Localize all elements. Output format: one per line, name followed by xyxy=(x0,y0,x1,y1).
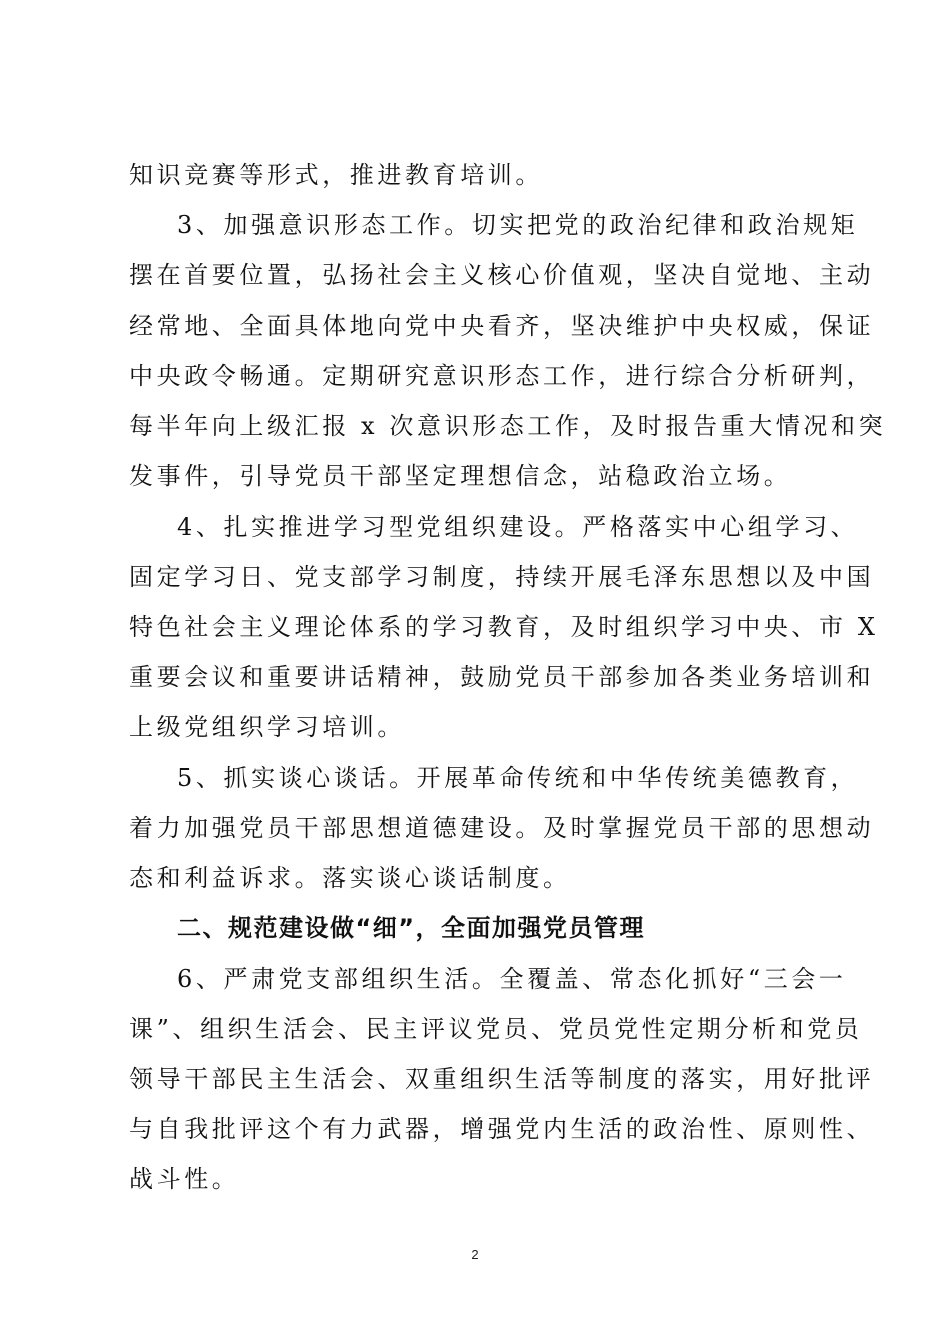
text-line: 战斗性。 xyxy=(129,1165,240,1193)
text-line: 态和利益诉求。落实谈心谈话制度。 xyxy=(129,864,571,892)
text-line: 摆在首要位置，弘扬社会主义核心价值观，坚决自觉地、主动 xyxy=(129,261,875,289)
text-line: 与自我批评这个有力武器，增强党内生活的政治性、原则性、 xyxy=(129,1115,875,1143)
text-line: 中央政令畅通。定期研究意识形态工作，进行综合分析研判， xyxy=(129,362,875,390)
paragraph-3-first-line: 3、加强意识形态工作。切实把党的政治纪律和政治规矩 xyxy=(177,211,859,239)
text-line: 领导干部民主生活会、双重组织生活等制度的落实，用好批评 xyxy=(129,1065,875,1093)
text-line: 特色社会主义理论体系的学习教育，及时组织学习中央、市 X xyxy=(129,613,879,641)
text-line: 经常地、全面具体地向党中央看齐，坚决维护中央权威，保证 xyxy=(129,312,875,340)
page-number: 2 xyxy=(471,1247,479,1262)
text-line: 每半年向上级汇报 x 次意识形态工作，及时报告重大情况和突 xyxy=(129,412,887,440)
text-line: 上级党组织学习培训。 xyxy=(129,713,405,741)
text-line: 重要会议和重要讲话精神，鼓励党员干部参加各类业务培训和 xyxy=(129,663,875,691)
text-line: 课”、组织生活会、民主评议党员、党员党性定期分析和党员 xyxy=(129,1015,863,1043)
section-heading: 二、规范建设做“细”，全面加强党员管理 xyxy=(177,914,646,942)
text-line: 固定学习日、党支部学习制度，持续开展毛泽东思想以及中国 xyxy=(129,563,875,591)
paragraph-4-first-line: 4、扎实推进学习型党组织建设。严格落实中心组学习、 xyxy=(177,513,859,541)
text-line: 发事件，引导党员干部坚定理想信念，站稳政治立场。 xyxy=(129,462,792,490)
text-line: 着力加强党员干部思想道德建设。及时掌握党员干部的思想动 xyxy=(129,814,875,842)
text-line: 知识竞赛等形式，推进教育培训。 xyxy=(129,161,543,189)
paragraph-5-first-line: 5、抓实谈心谈话。开展革命传统和中华传统美德教育， xyxy=(177,764,859,792)
paragraph-6-first-line: 6、严肃党支部组织生活。全覆盖、常态化抓好“三会一 xyxy=(177,965,847,993)
